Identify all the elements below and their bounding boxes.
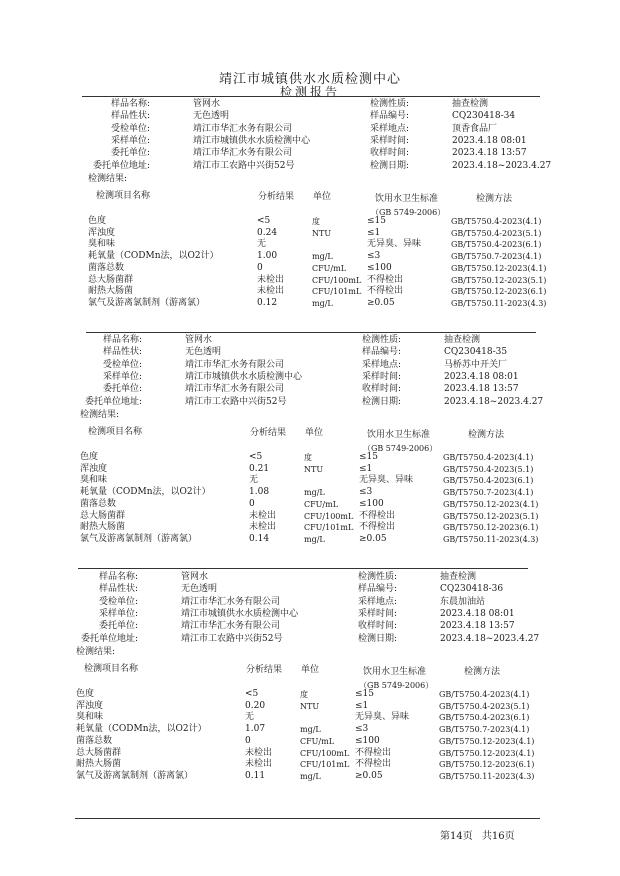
result-unit: mg/L (304, 488, 325, 498)
column-header-standard: 饮用水卫生标准 (375, 194, 439, 204)
result-unit: mg/L (312, 252, 333, 262)
result-standard: ≤100 (359, 498, 384, 509)
sampling-place-label: 采样地点: (358, 596, 398, 607)
result-value: 无 (257, 239, 267, 250)
result-standard: ≤3 (367, 251, 381, 262)
page-footer (440, 827, 515, 842)
sample-name-label: 样品名称: (102, 335, 142, 345)
result-standard: ≥0.05 (355, 770, 383, 781)
entrust-unit-label: 委托单位: (98, 621, 138, 632)
receive-time-value: 2023.4.18 13:57 (452, 148, 527, 159)
column-header-method: 检测方法 (476, 194, 513, 204)
sample-name-value: 管网水 (185, 335, 213, 345)
organization-title: 靖江市城镇供水水质检测中心 (218, 72, 401, 87)
result-item-name: 菌落总数 (88, 262, 125, 273)
result-standard: 不得检出 (359, 510, 396, 521)
sample-section (0, 97, 620, 333)
result-standard: 不得检出 (367, 274, 404, 285)
result-unit: mg/L (300, 771, 321, 781)
result-value: <5 (245, 689, 259, 699)
result-unit: CFU/100mL (300, 748, 350, 758)
result-unit: NTU (312, 228, 332, 238)
result-method: GB/T5750.7-2023(4.1) (451, 252, 542, 262)
result-unit: CFU/100mL (304, 511, 354, 521)
result-standard: 不得检出 (359, 522, 396, 533)
inspected-unit-value: 靖江市华汇水务有限公司 (185, 359, 285, 370)
column-header-unit: 单位 (301, 665, 320, 675)
result-value: 0.12 (257, 297, 278, 308)
sample-number-label: 样品编号: (362, 347, 402, 358)
inspected-unit-label: 受检单位: (102, 359, 142, 370)
result-method: GB/T5750.12-2023(6.1) (443, 523, 539, 533)
result-standard: ≤1 (367, 227, 381, 238)
test-date-value: 2023.4.18~2023.4.27 (452, 160, 552, 171)
result-value: <5 (257, 216, 271, 226)
test-date-label: 检测日期: (370, 160, 410, 171)
column-header-standard-code: （GB 5749-2006） (371, 208, 446, 217)
column-header-standard-code: （GB 5749-2006） (359, 681, 434, 690)
result-unit: 度 (300, 690, 308, 699)
result-item-name: 臭和味 (76, 712, 104, 723)
result-item-name: 浑浊度 (80, 463, 108, 474)
sample-number-label: 样品编号: (370, 111, 410, 122)
page-number: 第14页 (440, 831, 473, 842)
result-standard: 无异臭、异味 (367, 239, 422, 250)
test-nature-value: 抽查检测 (452, 99, 489, 109)
sampling-time-value: 2023.4.18 08:01 (440, 608, 515, 619)
sampling-unit-value: 靖江市城镇供水水质检测中心 (181, 608, 299, 619)
result-value: 1.07 (245, 724, 266, 735)
entrust-unit-label: 委托单位: (110, 148, 150, 159)
result-item-name: 总大肠菌群 (76, 747, 122, 758)
result-unit: NTU (300, 701, 320, 711)
result-value: 未检出 (249, 522, 277, 533)
result-value: 0.21 (249, 463, 270, 474)
result-value: 未检出 (245, 759, 273, 770)
column-header-result: 分析结果 (250, 428, 287, 438)
result-standard: 不得检出 (355, 759, 392, 770)
sampling-time-value: 2023.4.18 08:01 (444, 371, 519, 382)
result-standard: ≥0.05 (367, 297, 395, 308)
sampling-place-label: 采样地点: (362, 359, 402, 370)
column-header-item: 检测项目名称 (96, 191, 151, 201)
result-standard: ≤3 (355, 724, 369, 735)
result-unit: 度 (304, 453, 312, 462)
result-standard: ≤1 (359, 463, 373, 474)
result-item-name: 总大肠菌群 (88, 274, 134, 285)
result-value: 无 (245, 712, 255, 723)
sample-state-value: 无色透明 (193, 111, 230, 122)
sample-number-value: CQ230418-36 (440, 584, 504, 595)
sample-state-value: 无色透明 (185, 347, 222, 358)
result-item-name: 氯气及游离氯制剂（游离氯） (88, 297, 206, 308)
result-method: GB/T5750.12-2023(4.1) (439, 736, 535, 746)
sample-state-label: 样品性状: (110, 111, 150, 122)
results-title: 检测结果: (76, 647, 116, 657)
result-value: 0 (245, 735, 251, 746)
result-value: 0.11 (245, 770, 266, 781)
receive-time-label: 收样时间: (370, 148, 410, 159)
results-title: 检测结果: (80, 410, 120, 420)
footer-divider (75, 818, 540, 819)
inspected-unit-value: 靖江市华汇水务有限公司 (181, 596, 281, 607)
sampling-place-value: 马桥苏中开关厂 (444, 359, 508, 370)
receive-time-label: 收样时间: (362, 384, 402, 395)
result-item-name: 臭和味 (80, 475, 108, 486)
result-method: GB/T5750.12-2023(4.1) (451, 263, 547, 273)
result-item-name: 耗氧量（CODMn法，以O2计） (80, 487, 211, 498)
result-method: GB/T5750.7-2023(4.1) (443, 488, 534, 498)
result-method: GB/T5750.12-2023(6.1) (451, 287, 547, 297)
entrust-unit-value: 靖江市华汇水务有限公司 (193, 148, 293, 159)
result-item-name: 耗氧量（CODMn法，以O2计） (76, 724, 207, 735)
result-unit: CFU/101mL (312, 287, 362, 297)
result-method: GB/T5750.11-2023(4.3) (443, 534, 539, 544)
result-method: GB/T5750.4-2023(6.1) (451, 240, 542, 250)
result-method: GB/T5750.4-2023(5.1) (443, 464, 534, 474)
column-header-unit: 单位 (313, 192, 332, 202)
sampling-unit-value: 靖江市城镇供水水质检测中心 (185, 371, 303, 382)
result-standard: ≤100 (367, 262, 392, 273)
sample-name-label: 样品名称: (98, 572, 138, 582)
receive-time-value: 2023.4.18 13:57 (440, 621, 515, 632)
column-header-method: 检测方法 (464, 667, 501, 677)
result-unit: CFU/101mL (304, 523, 354, 533)
entrust-address-value: 靖江市工农路中兴街52号 (193, 160, 295, 171)
sampling-place-value: 东晨加油站 (440, 596, 486, 607)
inspected-unit-value: 靖江市华汇水务有限公司 (193, 123, 293, 134)
test-date-label: 检测日期: (358, 633, 398, 644)
result-unit: CFU/100mL (312, 275, 362, 285)
entrust-unit-label: 委托单位: (102, 384, 142, 395)
result-value: 1.00 (257, 251, 278, 262)
sample-name-label: 样品名称: (110, 99, 150, 109)
result-method: GB/T5750.11-2023(4.3) (439, 771, 535, 781)
result-unit: CFU/mL (300, 736, 335, 746)
test-nature-value: 抽查检测 (440, 572, 477, 582)
sampling-unit-label: 采样单位: (98, 608, 138, 619)
sample-state-value: 无色透明 (181, 584, 218, 595)
result-standard: ≥0.05 (359, 533, 387, 544)
sampling-unit-value: 靖江市城镇供水水质检测中心 (193, 135, 311, 146)
inspected-unit-label: 受检单位: (110, 123, 150, 134)
result-standard: ≤15 (355, 689, 374, 699)
result-item-name: 臭和味 (88, 239, 116, 250)
result-value: 0.24 (257, 227, 278, 238)
sample-number-value: CQ230418-34 (452, 111, 516, 122)
column-header-item: 检测项目名称 (84, 664, 139, 674)
entrust-unit-value: 靖江市华汇水务有限公司 (185, 384, 285, 395)
result-standard: 无异臭、异味 (355, 712, 410, 723)
result-item-name: 色度 (88, 216, 107, 226)
sampling-unit-label: 采样单位: (102, 371, 142, 382)
result-item-name: 耗氧量（CODMn法，以O2计） (88, 251, 219, 262)
result-item-name: 菌落总数 (76, 735, 113, 746)
result-item-name: 浑浊度 (88, 227, 116, 238)
entrust-address-label: 委托单位地址: (80, 633, 138, 644)
test-nature-value: 抽查检测 (444, 335, 481, 345)
sampling-time-label: 采样时间: (358, 608, 398, 619)
results-title: 检测结果: (88, 174, 128, 184)
result-value: 未检出 (249, 510, 277, 521)
column-header-item: 检测项目名称 (88, 427, 143, 437)
receive-time-value: 2023.4.18 13:57 (444, 384, 519, 395)
sampling-time-label: 采样时间: (362, 371, 402, 382)
sample-number-value: CQ230418-35 (444, 347, 508, 358)
result-item-name: 总大肠菌群 (80, 510, 126, 521)
result-method: GB/T5750.12-2023(4.1) (443, 499, 539, 509)
result-item-name: 菌落总数 (80, 498, 117, 509)
sampling-unit-label: 采样单位: (110, 135, 150, 146)
entrust-address-value: 靖江市工农路中兴街52号 (185, 396, 287, 407)
result-value: 0.20 (245, 700, 266, 711)
result-value: 0 (257, 262, 263, 273)
result-item-name: 耐热大肠菌 (88, 286, 134, 297)
result-method: GB/T5750.12-2023(5.1) (451, 275, 547, 285)
entrust-address-value: 靖江市工农路中兴街52号 (181, 633, 283, 644)
sample-number-label: 样品编号: (358, 584, 398, 595)
test-nature-label: 检测性质: (370, 99, 410, 109)
result-item-name: 耐热大肠菌 (80, 522, 126, 533)
entrust-unit-value: 靖江市华汇水务有限公司 (181, 621, 281, 632)
sample-name-value: 管网水 (181, 572, 209, 582)
column-header-result: 分析结果 (258, 192, 295, 202)
result-value: 未检出 (245, 747, 273, 758)
sample-name-value: 管网水 (193, 99, 221, 109)
result-standard: ≤15 (367, 216, 386, 226)
result-value: 1.08 (249, 487, 270, 498)
result-standard: ≤3 (359, 487, 373, 498)
result-method: GB/T5750.4-2023(5.1) (439, 701, 530, 711)
result-unit: CFU/101mL (300, 760, 350, 770)
column-header-method: 检测方法 (468, 430, 505, 440)
result-item-name: 氯气及游离氯制剂（游离氯） (80, 533, 198, 544)
result-value: 未检出 (257, 274, 285, 285)
result-item-name: 色度 (80, 452, 99, 462)
page-total: 共16页 (481, 831, 515, 842)
result-value: <5 (249, 452, 263, 462)
test-nature-label: 检测性质: (362, 335, 402, 345)
sampling-place-value: 顶香食品厂 (452, 123, 498, 134)
result-method: GB/T5750.12-2023(4.1) (439, 748, 535, 758)
test-date-label: 检测日期: (362, 396, 402, 407)
column-header-result: 分析结果 (246, 665, 283, 675)
sample-state-label: 样品性状: (102, 347, 142, 358)
entrust-address-label: 委托单位地址: (84, 396, 142, 407)
result-unit: CFU/mL (304, 499, 339, 509)
column-header-standard-code: （GB 5749-2006） (363, 444, 438, 453)
result-standard: 无异臭、异味 (359, 475, 414, 486)
test-date-value: 2023.4.18~2023.4.27 (440, 633, 540, 644)
result-unit: NTU (304, 464, 324, 474)
result-standard: ≤15 (359, 452, 378, 462)
test-nature-label: 检测性质: (358, 572, 398, 582)
result-method: GB/T5750.4-2023(6.1) (443, 476, 534, 486)
result-method: GB/T5750.4-2023(4.1) (439, 690, 530, 699)
section-divider (78, 568, 528, 569)
result-method: GB/T5750.4-2023(4.1) (443, 453, 534, 462)
result-method: GB/T5750.12-2023(6.1) (439, 760, 535, 770)
column-header-standard: 饮用水卫生标准 (363, 667, 427, 677)
result-method: GB/T5750.11-2023(4.3) (451, 298, 547, 308)
result-value: 未检出 (257, 286, 285, 297)
inspected-unit-label: 受检单位: (98, 596, 138, 607)
column-header-standard: 饮用水卫生标准 (367, 430, 431, 440)
result-unit: mg/L (300, 725, 321, 735)
entrust-address-label: 委托单位地址: (92, 160, 150, 171)
result-unit: 度 (312, 217, 320, 226)
result-standard: ≤1 (355, 700, 369, 711)
result-method: GB/T5750.4-2023(6.1) (439, 713, 530, 723)
result-value: 0.14 (249, 533, 270, 544)
result-item-name: 浑浊度 (76, 700, 104, 711)
result-method: GB/T5750.12-2023(5.1) (443, 511, 539, 521)
result-unit: mg/L (312, 298, 333, 308)
result-item-name: 氯气及游离氯制剂（游离氯） (76, 770, 194, 781)
result-method: GB/T5750.4-2023(5.1) (451, 228, 542, 238)
result-method: GB/T5750.4-2023(4.1) (451, 217, 542, 226)
report-title: 检测报告 (279, 85, 340, 99)
result-standard: ≤100 (355, 735, 380, 746)
result-unit: mg/L (304, 534, 325, 544)
sample-section (0, 333, 620, 569)
result-value: 无 (249, 475, 259, 486)
result-value: 0 (249, 498, 255, 509)
result-unit: CFU/mL (312, 263, 347, 273)
result-item-name: 耐热大肠菌 (76, 759, 122, 770)
result-method: GB/T5750.7-2023(4.1) (439, 725, 530, 735)
sample-section (0, 570, 620, 806)
test-date-value: 2023.4.18~2023.4.27 (444, 396, 544, 407)
sampling-time-label: 采样时间: (370, 135, 410, 146)
sampling-place-label: 采样地点: (370, 123, 410, 134)
result-standard: 不得检出 (355, 747, 392, 758)
receive-time-label: 收样时间: (358, 621, 398, 632)
sampling-time-value: 2023.4.18 08:01 (452, 135, 527, 146)
column-header-unit: 单位 (305, 428, 324, 438)
result-standard: 不得检出 (367, 286, 404, 297)
result-item-name: 色度 (76, 689, 95, 699)
sample-state-label: 样品性状: (98, 584, 138, 595)
